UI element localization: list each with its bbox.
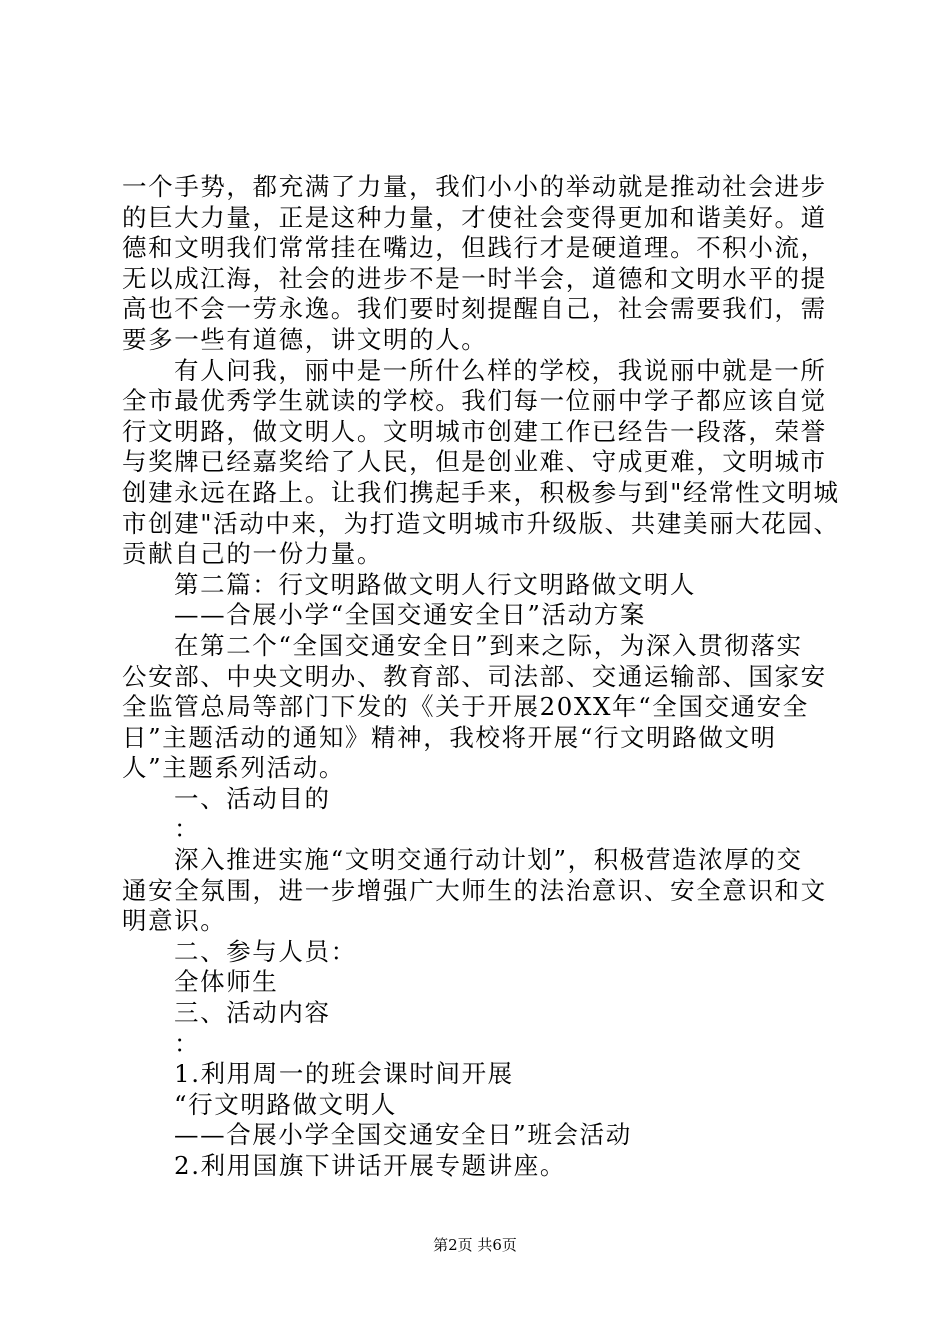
text-line: 无以成江海，社会的进步不是一时半会，道德和文明水平的提 [122, 263, 827, 293]
text-line: 日”主题活动的通知》精神，我校将开展“行文明路做文明 [122, 722, 777, 752]
section-heading: 一、活动目的 [174, 783, 331, 813]
list-item: “行文明路做文明人 [174, 1089, 397, 1119]
text-line: 在第二个“全国交通安全日”到来之际，为深入贯彻落实 [174, 630, 803, 660]
text-line: 人”主题系列活动。 [122, 753, 345, 783]
document-body [122, 172, 842, 1182]
text-line: 的巨大力量，正是这种力量，才使社会变得更加和谐美好。道 [122, 202, 827, 232]
list-item: ——合展小学全国交通安全日”班会活动 [174, 1120, 632, 1150]
text-line: 贡献自己的一份力量。 [122, 539, 383, 569]
text-line: 全市最优秀学生就读的学校。我们每一位丽中学子都应该自觉 [122, 386, 827, 416]
text-line: 要多一些有道德，讲文明的人。 [122, 324, 488, 354]
section-heading: 三、活动内容 [174, 998, 331, 1028]
text-line: 市创建"活动中来，为打造文明城市升级版、共建美丽大花园、 [122, 508, 840, 538]
page-footer: 第2页 共6页 [433, 1236, 517, 1254]
text-line: 公安部、中央文明办、教育部、司法部、交通运输部、国家安 [122, 661, 827, 691]
text-line: ： [174, 1028, 201, 1058]
text-line: 高也不会一劳永逸。我们要时刻提醒自己，社会需要我们，需 [122, 294, 827, 324]
list-item: 2.利用国旗下讲话开展专题讲座。 [174, 1151, 566, 1180]
text-line: 一个手势，都充满了力量，我们小小的举动就是推动社会进步 [122, 172, 827, 201]
text-line: 行文明路，做文明人。文明城市创建工作已经告一段落，荣誉 [122, 416, 827, 446]
list-item: 1.利用周一的班会课时间开展 [174, 1059, 514, 1089]
section-heading: 二、参与人员： [174, 936, 357, 966]
text-line: 全监管总局等部门下发的《关于开展20XX年“全国交通安全 [122, 692, 809, 722]
text-line: 与奖牌已经嘉奖给了人民，但是创业难、守成更难，文明城市 [122, 447, 827, 477]
text-line: 创建永远在路上。让我们携起手来，积极参与到"经常性文明城 [122, 477, 840, 507]
text-line: 明意识。 [122, 906, 227, 936]
text-line: 通安全氛围，进一步增强广大师生的法治意识、安全意识和文 [122, 875, 827, 905]
section-heading: 第二篇：行文明路做文明人行文明路做文明人 [174, 569, 696, 599]
text-line: 深入推进实施“文明交通行动计划”，积极营造浓厚的交 [174, 845, 803, 875]
text-line: 全体师生 [174, 967, 279, 997]
text-line: 有人问我，丽中是一所什么样的学校，我说丽中就是一所 [174, 355, 827, 385]
section-subtitle: ——合展小学“全国交通安全日”活动方案 [174, 600, 646, 630]
text-line: ： [174, 814, 201, 844]
text-line: 德和文明我们常常挂在嘴边，但践行才是硬道理。不积小流， [122, 233, 827, 263]
